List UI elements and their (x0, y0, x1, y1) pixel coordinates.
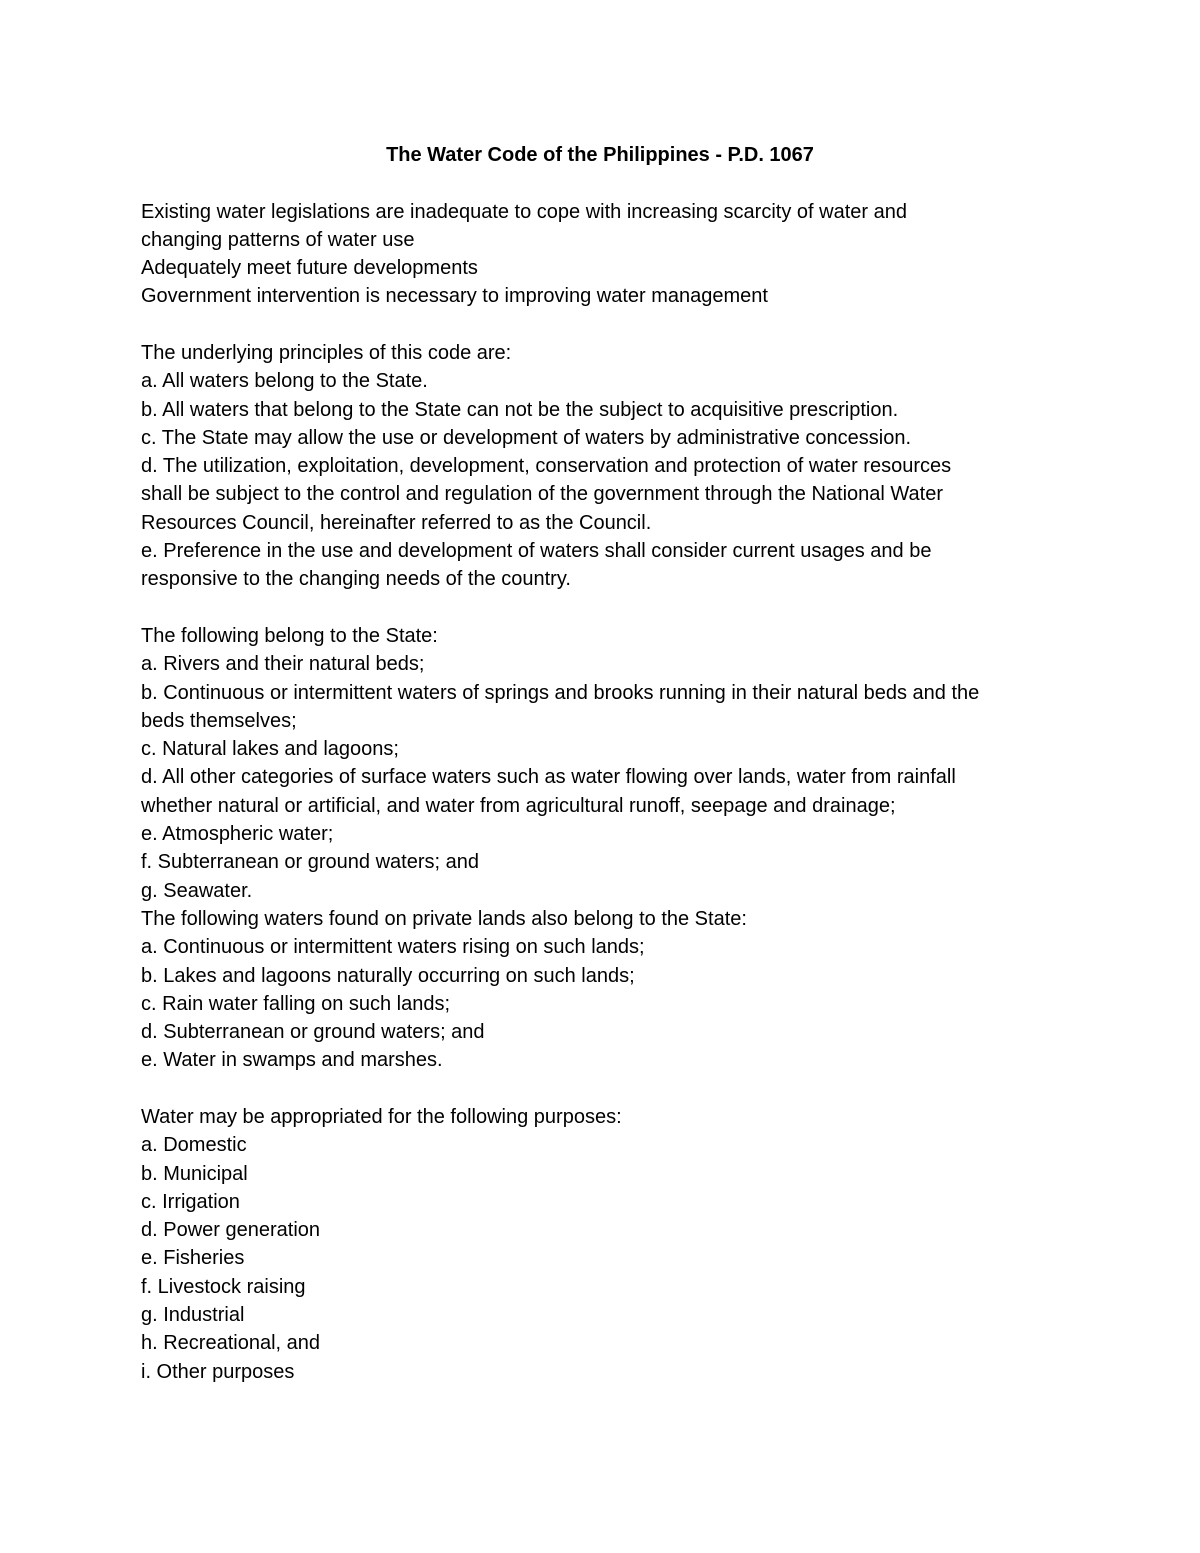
text-line: responsive to the changing needs of the country. (141, 568, 571, 591)
text-line: Water may be appropriated for the following purposes: (141, 1106, 622, 1128)
text-line: c. Natural lakes and lagoons; (141, 738, 399, 761)
text-line: changing patterns of water use (141, 228, 415, 251)
text-line: a. Continuous or intermittent waters rising on such lands; (141, 936, 645, 959)
text-line: f. Livestock raising (141, 1275, 306, 1298)
text-line: Resources Council, hereinafter referred to as the Council. (141, 511, 652, 534)
text-line: The underlying principles of this code are: (141, 341, 512, 364)
text-line: Existing water legislations are inadequate to cope with increasing scarcity of water and (141, 200, 907, 223)
text-line: a. Rivers and their natural beds; (141, 653, 425, 676)
text-line: whether natural or artificial, and water from agricultural runoff, seepage and drainage; (141, 794, 896, 817)
text-line: d. Power generation (141, 1219, 321, 1242)
document-body (141, 198, 1071, 1386)
text-line: g. Industrial (141, 1304, 245, 1327)
text-line: b. Lakes and lagoons naturally occurring on such lands; (141, 964, 635, 987)
text-line: The following waters found on private lands also belong to the State: (141, 907, 747, 930)
text-line: e. Fisheries (141, 1247, 245, 1270)
text-line: b. Municipal (141, 1162, 248, 1185)
text-line: g. Seawater. (141, 879, 253, 902)
text-line: e. Water in swamps and marshes. (141, 1049, 443, 1072)
text-line: a. Domestic (141, 1134, 247, 1157)
paragraph-gap (141, 1075, 1071, 1103)
text-line: c. Rain water falling on such lands; (141, 992, 451, 1015)
text-line: beds themselves; (141, 709, 297, 732)
text-line: h. Recreational, and (141, 1332, 321, 1355)
text-line: d. All other categories of surface waters such as water flowing over lands, water from rainfall (141, 766, 956, 789)
text-line: f. Subterranean or ground waters; and (141, 851, 479, 874)
text-line: a. All waters belong to the State. (141, 370, 428, 393)
text-line: Adequately meet future developments (141, 257, 478, 280)
text-line: Government intervention is necessary to improving water management (141, 285, 768, 308)
paragraph-gap (141, 594, 1071, 622)
text-line: d. Subterranean or ground waters; and (141, 1021, 485, 1044)
text-line: i. Other purposes (141, 1360, 295, 1383)
text-line: b. All waters that belong to the State can not be the subject to acquisitive prescription. (141, 398, 899, 421)
text-line: d. The utilization, exploitation, development, conservation and protection of water resources (141, 455, 952, 478)
paragraph-gap (141, 311, 1071, 339)
text-line: c. The State may allow the use or development of waters by administrative concession. (141, 426, 912, 449)
text-line: e. Preference in the use and development of waters shall consider current usages and be (141, 540, 932, 563)
text-line: shall be subject to the control and regulation of the government through the National Water (141, 483, 943, 506)
text-line: e. Atmospheric water; (141, 823, 334, 846)
document-title: The Water Code of the Philippines - P.D. 1067 (386, 144, 814, 166)
text-line: c. Irrigation (141, 1190, 240, 1213)
text-line: The following belong to the State: (141, 624, 438, 647)
text-line: b. Continuous or intermittent waters of springs and brooks running in their natural beds and the (141, 681, 980, 704)
